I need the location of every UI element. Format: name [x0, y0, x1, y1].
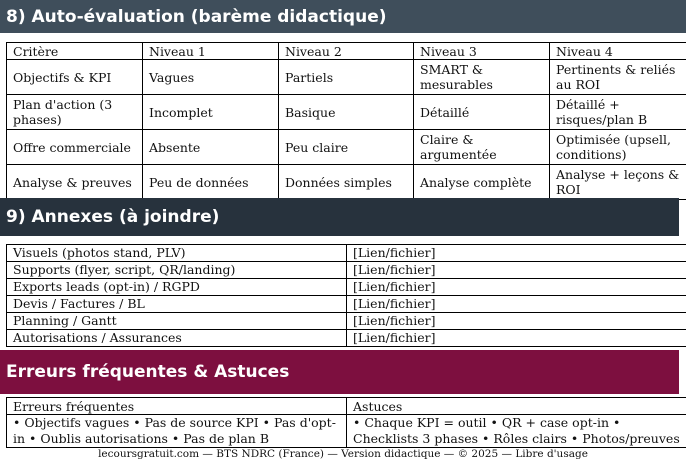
table-cell: Optimisée (upsell, conditions) — [550, 130, 686, 165]
table-cell: Partiels — [279, 60, 414, 95]
table-cell: Pertinents & reliés au ROI — [550, 60, 686, 95]
table-cell: Offre commerciale — [7, 130, 143, 165]
section-8-header — [0, 0, 686, 33]
table-cell: Peu claire — [279, 130, 414, 165]
section-8-title: 8) Auto-évaluation (barème didactique) — [6, 6, 387, 27]
tips-list: • Chaque KPI = outil • QR + case opt-in • Checklists 3 phases • Rôles clairs • Photos/preuves — [347, 415, 686, 448]
annex-link[interactable]: [Lien/fichier] — [347, 262, 686, 279]
table-cell: Analyse complète — [414, 165, 550, 200]
table-cell: Données simples — [279, 165, 414, 200]
table-row — [7, 262, 686, 279]
table-cell: Analyse + leçons & ROI — [550, 165, 686, 200]
annex-item: Autorisations / Assurances — [7, 330, 347, 347]
table-row — [7, 279, 686, 296]
errors-tips-table — [6, 397, 686, 448]
annex-link[interactable]: [Lien/fichier] — [347, 279, 686, 296]
table-row — [7, 415, 686, 448]
annex-link[interactable]: [Lien/fichier] — [347, 245, 686, 262]
table-row — [7, 313, 686, 330]
errors-header: Erreurs fréquentes — [7, 398, 347, 415]
self-evaluation-table — [6, 42, 686, 200]
annexes-table — [6, 244, 686, 347]
table-cell: Détaillé — [414, 95, 550, 130]
table-row — [7, 330, 686, 347]
annex-item: Exports leads (opt-in) / RGPD — [7, 279, 347, 296]
annex-item: Planning / Gantt — [7, 313, 347, 330]
annex-link[interactable]: [Lien/fichier] — [347, 330, 686, 347]
table-row — [7, 165, 686, 200]
table-cell: SMART & mesurables — [414, 60, 550, 95]
errors-list: • Objectifs vagues • Pas de source KPI • Pas d'opt-in • Oublis autorisations • Pas de plan B — [7, 415, 347, 448]
table-row — [7, 245, 686, 262]
table-cell: Objectifs & KPI — [7, 60, 143, 95]
section-9-title: 9) Annexes (à joindre) — [6, 207, 220, 227]
annex-item: Visuels (photos stand, PLV) — [7, 245, 347, 262]
table-cell: Claire & argumentée — [414, 130, 550, 165]
table-cell: Basique — [279, 95, 414, 130]
annex-item: Devis / Factures / BL — [7, 296, 347, 313]
header-cell: Niveau 2 — [279, 43, 414, 60]
table-row — [7, 60, 686, 95]
table-cell: Absente — [143, 130, 279, 165]
annex-link[interactable]: [Lien/fichier] — [347, 313, 686, 330]
table-row — [7, 296, 686, 313]
table-header-row — [7, 43, 686, 60]
table-cell: Incomplet — [143, 95, 279, 130]
table-row — [7, 130, 686, 165]
table-cell: Plan d'action (3 phases) — [7, 95, 143, 130]
tips-header: Astuces — [347, 398, 686, 415]
table-row — [7, 95, 686, 130]
header-cell: Niveau 1 — [143, 43, 279, 60]
header-cell: Niveau 4 — [550, 43, 686, 60]
table-header-row — [7, 398, 686, 415]
table-cell: Peu de données — [143, 165, 279, 200]
table-cell: Vagues — [143, 60, 279, 95]
errors-tips-title: Erreurs fréquentes & Astuces — [6, 362, 290, 382]
table-cell: Analyse & preuves — [7, 165, 143, 200]
annex-link[interactable]: [Lien/fichier] — [347, 296, 686, 313]
footer-text: lecoursgratuit.com — BTS NDRC (France) — Version didactique — © 2025 — Libre d'usage — [98, 448, 588, 460]
annex-item: Supports (flyer, script, QR/landing) — [7, 262, 347, 279]
header-cell: Critère — [7, 43, 143, 60]
header-cell: Niveau 3 — [414, 43, 550, 60]
section-9-header — [0, 198, 679, 236]
table-cell: Détaillé + risques/plan B — [550, 95, 686, 130]
errors-tips-header — [0, 350, 679, 394]
